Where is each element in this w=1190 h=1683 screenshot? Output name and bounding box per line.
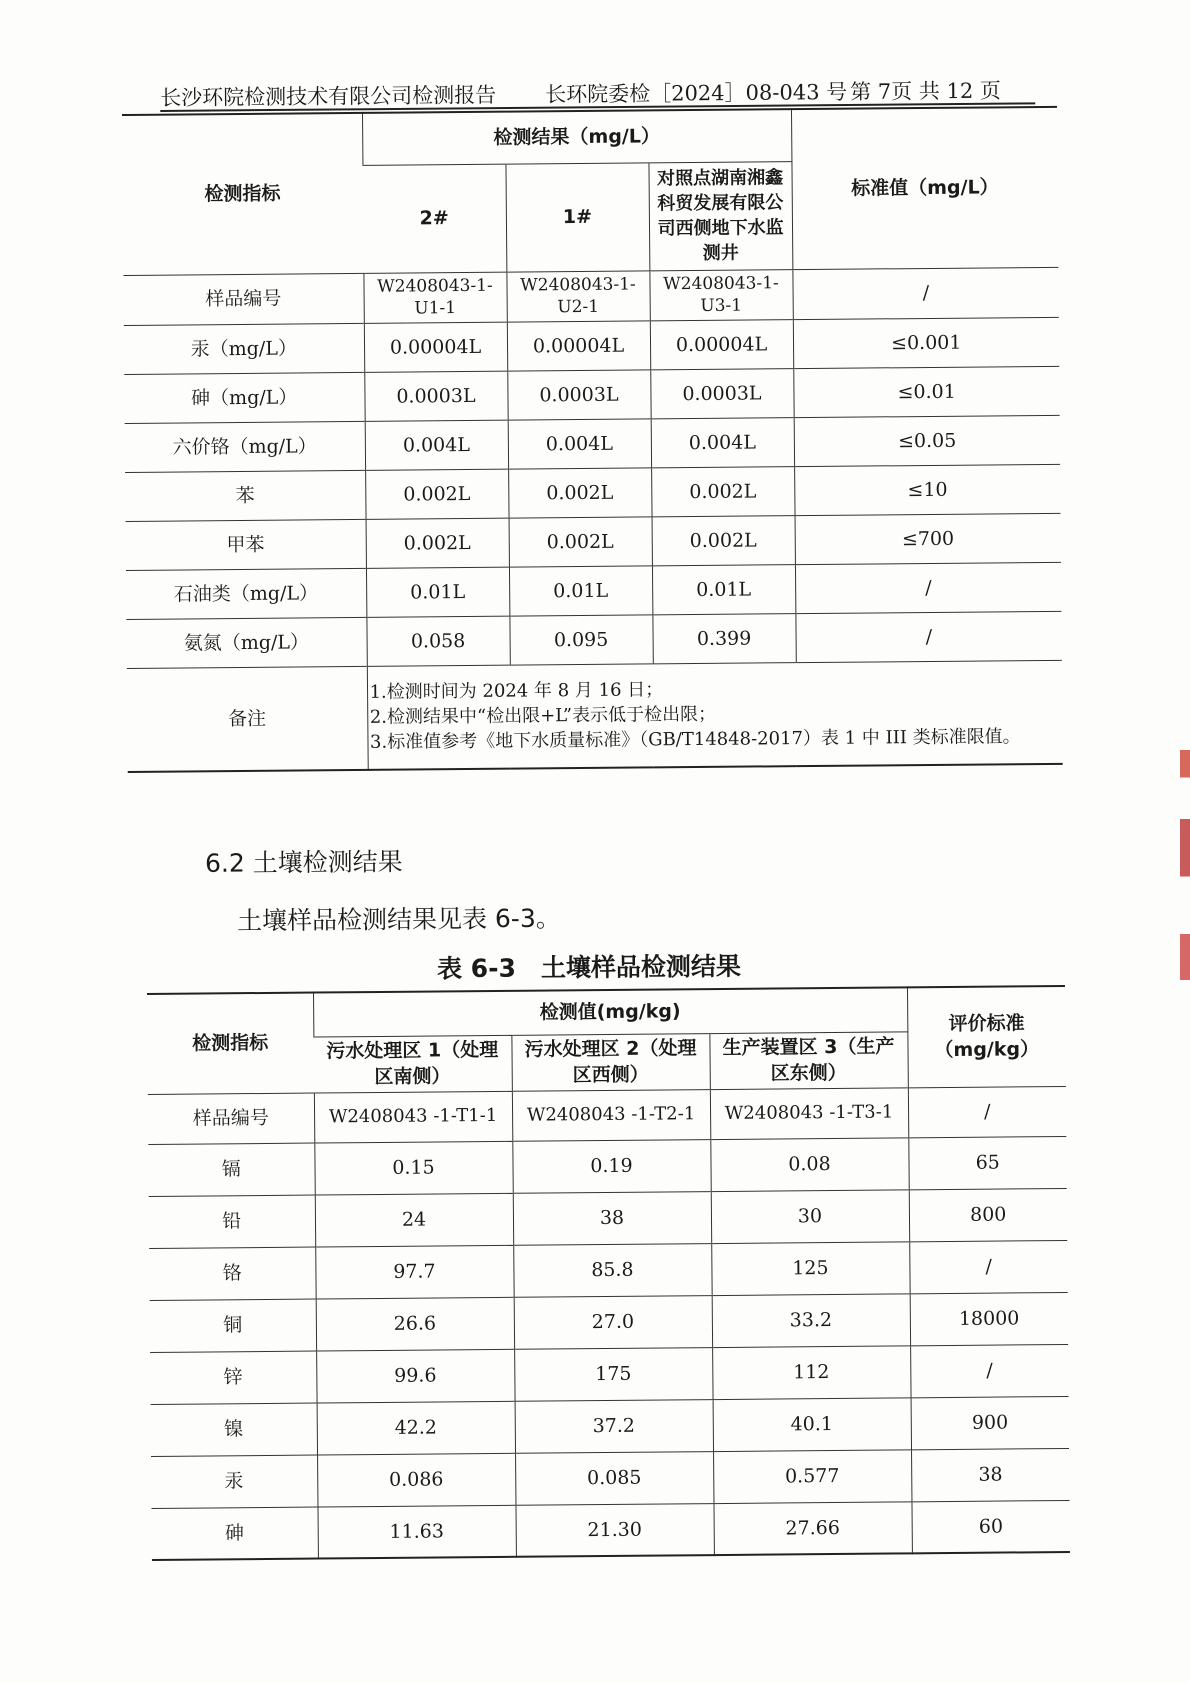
row-label: 铬 bbox=[149, 1247, 315, 1300]
note-2: 2.检测结果中“检出限+L”表示低于检出限； bbox=[369, 704, 717, 729]
row-label: 砷 bbox=[151, 1507, 317, 1560]
cell: 0.002L bbox=[365, 469, 508, 519]
header-indicator: 检测指标 bbox=[204, 182, 281, 206]
cell: 21.30 bbox=[515, 1503, 713, 1557]
table-row bbox=[148, 1086, 1066, 1144]
cell: 0.004L bbox=[365, 420, 508, 470]
cell: 0.01L bbox=[509, 565, 652, 615]
cell: 26.6 bbox=[316, 1297, 514, 1351]
row-label: 六价铬（mg/L） bbox=[125, 421, 365, 472]
cell: 0.0003L bbox=[507, 369, 650, 419]
cell: / bbox=[909, 1240, 1067, 1293]
cell: 27.66 bbox=[713, 1501, 911, 1555]
table-row bbox=[124, 317, 1059, 374]
header-evaluation-standard: 评价标准（mg/kg） bbox=[907, 986, 1066, 1087]
header-indicator: 检测指标 bbox=[192, 1032, 269, 1055]
cell: / bbox=[792, 267, 1058, 319]
cell: 0.08 bbox=[710, 1137, 908, 1191]
header-site-c: 生产装置区 3（生产区东侧） bbox=[709, 1031, 907, 1089]
cell: W2408043 -1-T3-1 bbox=[710, 1087, 908, 1139]
notes-row bbox=[127, 660, 1063, 772]
cell: 0.0003L bbox=[364, 371, 507, 421]
cell: 0.085 bbox=[515, 1451, 713, 1505]
table-row bbox=[125, 464, 1060, 521]
cell: 0.004L bbox=[508, 418, 651, 468]
header-company: 长沙环院检测技术有限公司检测报告 bbox=[160, 83, 497, 110]
table-row bbox=[151, 1396, 1069, 1456]
notes-content bbox=[367, 660, 1063, 770]
cell: 27.0 bbox=[514, 1295, 712, 1349]
header-report-number: 长环院委检［2024］08-043 号 bbox=[545, 80, 848, 107]
header-control-point: 对照点湖南湘鑫科贸发展有限公司西侧地下水监测井 bbox=[648, 161, 792, 270]
groundwater-results-table bbox=[122, 106, 1063, 773]
cell: W2408043-1-U2-1 bbox=[506, 270, 649, 321]
row-label: 样品编号 bbox=[123, 273, 363, 325]
row-label: 砷（mg/L） bbox=[124, 372, 364, 423]
row-label: 镉 bbox=[148, 1143, 314, 1196]
cell: W2408043 -1-T1-1 bbox=[314, 1091, 512, 1143]
table-row bbox=[151, 1448, 1069, 1508]
header-page-info: 第 7页 共 12 页 bbox=[850, 78, 1002, 104]
cell: 60 bbox=[911, 1500, 1069, 1553]
table-row bbox=[151, 1500, 1069, 1560]
table-row bbox=[148, 1136, 1066, 1196]
cell: 800 bbox=[909, 1188, 1067, 1241]
header-site-a: 污水处理区 1（处理区南侧） bbox=[313, 1035, 511, 1093]
cell: 18000 bbox=[910, 1292, 1068, 1345]
table-row bbox=[149, 1240, 1067, 1300]
cell: 900 bbox=[911, 1396, 1069, 1449]
cell: 85.8 bbox=[513, 1243, 711, 1297]
cell: 99.6 bbox=[316, 1349, 514, 1403]
cell: 0.086 bbox=[317, 1453, 515, 1507]
row-label: 铜 bbox=[150, 1299, 316, 1352]
table-row bbox=[149, 1188, 1067, 1248]
seal-edge-mark bbox=[1180, 750, 1190, 980]
note-1: 1.检测时间为 2024 年 8 月 16 日； bbox=[369, 679, 664, 704]
cell: / bbox=[795, 562, 1061, 613]
cell: 97.7 bbox=[315, 1245, 513, 1299]
cell: 0.0003L bbox=[650, 368, 793, 418]
cell: 0.095 bbox=[509, 614, 652, 664]
cell: 0.399 bbox=[652, 613, 795, 663]
cell: ≤700 bbox=[795, 513, 1061, 564]
cell: 175 bbox=[514, 1347, 712, 1401]
header-results: 检测结果（mg/L） bbox=[362, 109, 791, 165]
cell: 38 bbox=[911, 1448, 1069, 1501]
row-label: 镍 bbox=[151, 1403, 317, 1456]
cell: 33.2 bbox=[712, 1293, 910, 1347]
row-label: 石油类（mg/L） bbox=[126, 568, 366, 619]
cell: 30 bbox=[711, 1189, 909, 1243]
cell: 125 bbox=[711, 1241, 909, 1295]
cell: / bbox=[795, 611, 1061, 662]
soil-table-wrap bbox=[147, 985, 1070, 1561]
cell: 0.01L bbox=[652, 564, 795, 614]
row-label: 苯 bbox=[125, 470, 365, 521]
table-row bbox=[150, 1292, 1068, 1352]
table-row bbox=[126, 611, 1061, 668]
cell: 0.00004L bbox=[650, 319, 793, 369]
cell: 0.00004L bbox=[507, 320, 650, 370]
cell: 0.002L bbox=[508, 467, 651, 517]
cell: 0.058 bbox=[366, 616, 509, 666]
table-row bbox=[150, 1344, 1068, 1404]
cell: 37.2 bbox=[515, 1399, 713, 1453]
section-heading: 6.2 土壤检测结果 bbox=[204, 847, 403, 878]
cell: 0.01L bbox=[366, 567, 509, 617]
cell: 0.15 bbox=[314, 1141, 512, 1195]
cell: ≤10 bbox=[794, 464, 1060, 515]
cell: 40.1 bbox=[713, 1397, 911, 1451]
row-label: 铅 bbox=[149, 1195, 315, 1248]
cell: 24 bbox=[315, 1193, 513, 1247]
cell: 11.63 bbox=[317, 1505, 515, 1559]
cell: / bbox=[910, 1344, 1068, 1397]
row-label: 氨氮（mg/L） bbox=[126, 617, 366, 668]
cell: 0.002L bbox=[509, 516, 652, 566]
row-label: 汞 bbox=[151, 1455, 317, 1508]
cell: 0.002L bbox=[652, 515, 795, 565]
cell: / bbox=[908, 1086, 1066, 1137]
soil-results-table bbox=[147, 985, 1070, 1561]
row-label: 汞（mg/L） bbox=[124, 323, 364, 374]
cell: W2408043 -1-T2-1 bbox=[512, 1089, 710, 1141]
table-caption: 表 6-3 土壤样品检测结果 bbox=[436, 951, 742, 984]
row-label: 甲苯 bbox=[126, 519, 366, 570]
table-row bbox=[124, 366, 1059, 423]
header-point-1: 1# bbox=[505, 162, 649, 271]
cell: W2408043-1-U1-1 bbox=[363, 272, 506, 323]
header-site-b: 污水处理区 2（处理区西侧） bbox=[511, 1033, 709, 1091]
note-3: 3.标准值参考《地下水质量标准》（GB/T14848-2017）表 1 中 III 类标准限值。 bbox=[369, 726, 1021, 754]
groundwater-table-wrap bbox=[122, 106, 1063, 773]
cell: 0.002L bbox=[651, 466, 794, 516]
row-label: 样品编号 bbox=[148, 1093, 314, 1144]
table-row bbox=[123, 267, 1058, 325]
header-values: 检测值(mg/kg) bbox=[313, 987, 907, 1036]
cell: 38 bbox=[513, 1191, 711, 1245]
cell: 0.19 bbox=[512, 1139, 710, 1193]
cell: ≤0.05 bbox=[794, 415, 1060, 466]
cell: 0.577 bbox=[713, 1449, 911, 1503]
notes-label: 备注 bbox=[127, 666, 368, 772]
cell: 112 bbox=[712, 1345, 910, 1399]
cell: 0.002L bbox=[366, 518, 509, 568]
header-standard: 标准值（mg/L） bbox=[791, 107, 1058, 269]
row-label: 锌 bbox=[150, 1351, 316, 1404]
cell: ≤0.001 bbox=[793, 317, 1059, 368]
table-row bbox=[126, 562, 1061, 619]
table-row bbox=[125, 415, 1060, 472]
cell: ≤0.01 bbox=[793, 366, 1059, 417]
section-paragraph: 土壤样品检测结果见表 6-3。 bbox=[236, 903, 561, 936]
table-row bbox=[126, 513, 1061, 570]
header-point-2: 2# bbox=[362, 164, 506, 273]
cell: 65 bbox=[908, 1136, 1066, 1189]
cell: 0.004L bbox=[651, 417, 794, 467]
cell: 42.2 bbox=[317, 1401, 515, 1455]
cell: 0.00004L bbox=[364, 322, 507, 372]
cell: W2408043-1-U3-1 bbox=[649, 269, 792, 320]
